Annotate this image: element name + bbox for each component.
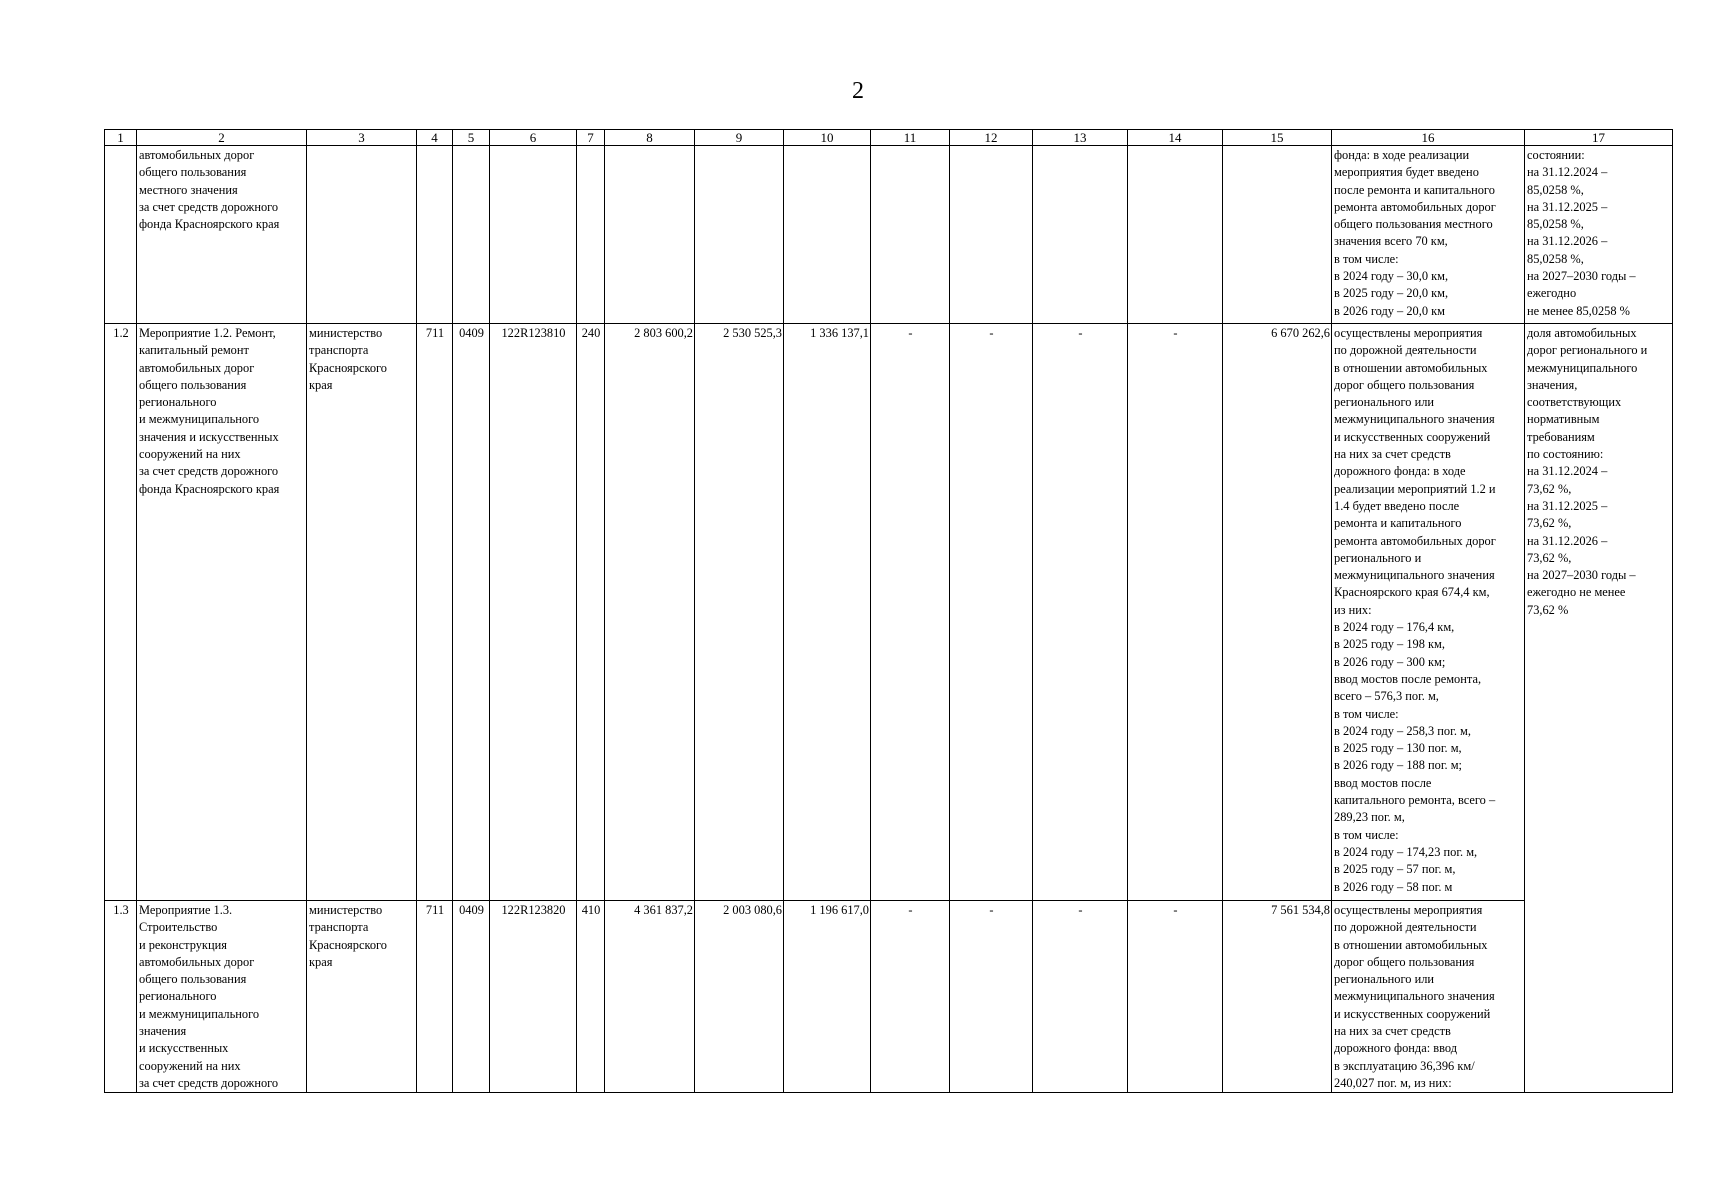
text-line: на 31.12.2026 – [1527, 234, 1608, 249]
text-line: на 31.12.2025 – [1527, 498, 1608, 513]
text-line: на 2027–2030 годы – [1527, 568, 1636, 583]
text-line: и искусственных сооружений [1334, 1006, 1491, 1021]
text-line: межмуниципального значения [1334, 568, 1495, 583]
text-line: в 2025 году – 57 пог. м, [1334, 862, 1456, 877]
text-line: министерство [309, 903, 383, 917]
text-line: капитальный ремонт [139, 343, 249, 358]
text-line: в 2025 году – 20,0 км, [1334, 286, 1449, 301]
section-code-cell [453, 146, 490, 324]
target-article-cell: 122R123810 [490, 324, 577, 901]
text-line: в 2026 году – 300 км; [1334, 654, 1446, 669]
column-number: 17 [1525, 130, 1673, 146]
column-number: 14 [1128, 130, 1223, 146]
indicator-cell [1525, 324, 1673, 1093]
total-amount-cell: 6 670 262,6 [1223, 324, 1332, 901]
text-line: 289,23 пог. м, [1334, 810, 1405, 825]
executor-cell [307, 901, 417, 1093]
text-line: Красноярского [309, 360, 387, 375]
text-line: доля автомобильных [1527, 326, 1637, 340]
grbs-code-cell [417, 146, 453, 324]
amount-cell [950, 146, 1033, 324]
activity-name-cell [137, 901, 307, 1093]
text-line: регионального [139, 989, 217, 1004]
text-line: за счет средств дорожного [139, 1075, 279, 1090]
amount-cell: - [1128, 901, 1223, 1093]
text-line: значения всего 70 км, [1334, 234, 1448, 249]
text-line: в том числе: [1334, 251, 1399, 266]
text-line: по состоянию: [1527, 447, 1604, 462]
text-line: Мероприятие 1.3. [139, 903, 233, 917]
text-line: 73,62 %, [1527, 481, 1572, 496]
column-number: 8 [605, 130, 695, 146]
text-line: 73,62 %, [1527, 550, 1572, 565]
text-line: 73,62 % [1527, 602, 1569, 617]
text-line: дорожного фонда: ввод [1334, 1041, 1457, 1056]
executor-cell [307, 146, 417, 324]
text-line: Красноярского края 674,4 км, [1334, 585, 1490, 600]
text-line: значения и искусственных [139, 429, 279, 444]
text-line: в 2025 году – 198 км, [1334, 637, 1445, 652]
text-line: по дорожной деятельности [1334, 920, 1477, 935]
table-row [105, 146, 1673, 324]
text-line: за счет средств дорожного [139, 199, 279, 214]
column-number: 2 [137, 130, 307, 146]
column-number: 9 [695, 130, 784, 146]
text-line: автомобильных дорог [139, 954, 255, 969]
text-line: в эксплуатацию 36,396 км/ [1334, 1058, 1475, 1073]
text-line: на 31.12.2024 – [1527, 165, 1608, 180]
amount-cell: - [950, 901, 1033, 1093]
text-line: Мероприятие 1.2. Ремонт, [139, 326, 276, 340]
amount-2024-cell: 2 803 600,2 [605, 324, 695, 901]
activity-name-cell [137, 324, 307, 901]
text-line: местного значения [139, 182, 238, 197]
amount-cell: - [1128, 324, 1223, 901]
column-number: 5 [453, 130, 490, 146]
amount-cell: - [1033, 901, 1128, 1093]
text-line: в 2026 году – 58 пог. м [1334, 879, 1453, 894]
text-line: в 2024 году – 30,0 км, [1334, 269, 1449, 284]
text-line: 85,0258 %, [1527, 182, 1584, 197]
text-line: в 2024 году – 176,4 км, [1334, 620, 1455, 635]
text-line: дорог общего пользования [1334, 377, 1475, 392]
text-line: всего – 576,3 пог. м, [1334, 689, 1439, 704]
item-number-cell: 1.2 [105, 324, 137, 901]
text-line: значения [139, 1024, 187, 1039]
text-line: на 31.12.2024 – [1527, 464, 1608, 479]
text-line: и искусственных [139, 1041, 229, 1056]
total-amount-cell: 7 561 534,8 [1223, 901, 1332, 1093]
item-number-cell [105, 146, 137, 324]
amount-cell: - [1033, 324, 1128, 901]
amount-cell: - [871, 324, 950, 901]
expected-result-cell [1332, 146, 1525, 324]
text-line: фонда Красноярского края [139, 217, 280, 232]
text-line: регионального или [1334, 972, 1435, 987]
target-article-cell: 122R123820 [490, 901, 577, 1093]
text-line: автомобильных дорог [139, 148, 255, 162]
text-line: фонда Красноярского края [139, 481, 280, 496]
column-number: 11 [871, 130, 950, 146]
table-row [105, 324, 1673, 901]
text-line: регионального и [1334, 550, 1422, 565]
text-line: общего пользования местного [1334, 217, 1493, 232]
table-body [105, 146, 1673, 1093]
text-line: в отношении автомобильных [1334, 360, 1488, 375]
column-number: 10 [784, 130, 871, 146]
column-number: 4 [417, 130, 453, 146]
amount-2025-cell [695, 146, 784, 324]
expense-type-cell [577, 146, 605, 324]
activity-name-cell [137, 146, 307, 324]
column-number-row [105, 130, 1673, 146]
text-line: осуществлены мероприятия [1334, 326, 1483, 340]
text-line: в 2024 году – 174,23 пог. м, [1334, 844, 1478, 859]
section-code-cell: 0409 [453, 324, 490, 901]
text-line: значения, [1527, 377, 1578, 392]
text-line: на них за счет средств [1334, 447, 1451, 462]
text-line: нормативным [1527, 412, 1600, 427]
text-line: ремонта автомобильных дорог [1334, 199, 1496, 214]
text-line: и межмуниципального [139, 412, 260, 427]
text-line: Красноярского [309, 937, 387, 952]
text-line: соответствующих [1527, 395, 1622, 410]
text-line: ввод мостов после ремонта, [1334, 671, 1482, 686]
text-line: по дорожной деятельности [1334, 343, 1477, 358]
text-line: общего пользования [139, 165, 247, 180]
text-line: автомобильных дорог [139, 360, 255, 375]
grbs-code-cell: 711 [417, 324, 453, 901]
text-line: транспорта [309, 343, 369, 358]
text-line: на них за счет средств [1334, 1024, 1451, 1039]
text-line: в том числе: [1334, 706, 1399, 721]
text-line: 73,62 %, [1527, 516, 1572, 531]
column-number: 15 [1223, 130, 1332, 146]
text-line: края [309, 377, 333, 392]
section-code-cell: 0409 [453, 901, 490, 1093]
text-line: 1.4 будет введено после [1334, 498, 1460, 513]
text-line: и реконструкция [139, 937, 227, 952]
expected-result-cell [1332, 324, 1525, 901]
text-line: общего пользования [139, 972, 247, 987]
text-line: ввод мостов после [1334, 775, 1432, 790]
executor-cell [307, 324, 417, 901]
text-line: дорожного фонда: в ходе [1334, 464, 1466, 479]
column-number: 13 [1033, 130, 1128, 146]
amount-2024-cell: 4 361 837,2 [605, 901, 695, 1093]
amount-cell [871, 146, 950, 324]
text-line: Строительство [139, 920, 218, 935]
text-line: на 31.12.2026 – [1527, 533, 1608, 548]
text-line: в том числе: [1334, 827, 1399, 842]
text-line: реализации мероприятий 1.2 и [1334, 481, 1496, 496]
text-line: ремонта и капитального [1334, 516, 1462, 531]
text-line: в 2025 году – 130 пог. м, [1334, 741, 1462, 756]
amount-2025-cell: 2 530 525,3 [695, 324, 784, 901]
text-line: за счет средств дорожного [139, 464, 279, 479]
text-line: ремонта автомобильных дорог [1334, 533, 1496, 548]
text-line: и межмуниципального [139, 1006, 260, 1021]
table-row [105, 901, 1673, 1093]
amount-cell [1033, 146, 1128, 324]
text-line: края [309, 954, 333, 969]
text-line: регионального [139, 395, 217, 410]
item-number-cell: 1.3 [105, 901, 137, 1093]
text-line: в отношении автомобильных [1334, 937, 1488, 952]
text-line: общего пользования [139, 377, 247, 392]
text-line: в 2026 году – 20,0 км [1334, 303, 1445, 318]
text-line: состоянии: [1527, 148, 1585, 162]
text-line: межмуниципального значения [1334, 412, 1495, 427]
text-line: регионального или [1334, 395, 1435, 410]
amount-cell: - [871, 901, 950, 1093]
text-line: осуществлены мероприятия [1334, 903, 1483, 917]
column-number: 16 [1332, 130, 1525, 146]
text-line: сооружений на них [139, 447, 241, 462]
column-number: 6 [490, 130, 577, 146]
text-line: фонда: в ходе реализации [1334, 148, 1470, 162]
text-line: межмуниципального [1527, 360, 1638, 375]
text-line: ежегодно [1527, 286, 1577, 301]
text-line: капитального ремонта, всего – [1334, 793, 1496, 808]
amount-2026-cell: 1 336 137,1 [784, 324, 871, 901]
text-line: 85,0258 %, [1527, 217, 1584, 232]
expected-result-cell [1332, 901, 1525, 1093]
amount-2024-cell [605, 146, 695, 324]
text-line: после ремонта и капитального [1334, 182, 1495, 197]
expense-type-cell: 410 [577, 901, 605, 1093]
column-number: 3 [307, 130, 417, 146]
column-number: 12 [950, 130, 1033, 146]
text-line: требованиям [1527, 429, 1595, 444]
column-number: 1 [105, 130, 137, 146]
target-article-cell [490, 146, 577, 324]
column-number: 7 [577, 130, 605, 146]
expense-type-cell: 240 [577, 324, 605, 901]
text-line: сооружений на них [139, 1058, 241, 1073]
amount-2025-cell: 2 003 080,6 [695, 901, 784, 1093]
text-line: транспорта [309, 920, 369, 935]
text-line: и искусственных сооружений [1334, 429, 1491, 444]
amount-2026-cell [784, 146, 871, 324]
text-line: дорог общего пользования [1334, 954, 1475, 969]
grbs-code-cell: 711 [417, 901, 453, 1093]
amount-cell [1128, 146, 1223, 324]
text-line: на 2027–2030 годы – [1527, 269, 1636, 284]
text-line: ежегодно не менее [1527, 585, 1626, 600]
text-line: на 31.12.2025 – [1527, 199, 1608, 214]
text-line: в 2024 году – 258,3 пог. м, [1334, 723, 1471, 738]
amount-cell: - [950, 324, 1033, 901]
program-activities-table [104, 129, 1673, 1093]
text-line: межмуниципального значения [1334, 989, 1495, 1004]
total-amount-cell [1223, 146, 1332, 324]
amount-2026-cell: 1 196 617,0 [784, 901, 871, 1093]
indicator-cell [1525, 146, 1673, 324]
text-line: 240,027 пог. м, из них: [1334, 1075, 1452, 1090]
text-line: из них: [1334, 602, 1372, 617]
text-line: министерство [309, 326, 383, 340]
text-line: мероприятия будет введено [1334, 165, 1479, 180]
text-line: не менее 85,0258 % [1527, 303, 1630, 318]
text-line: в 2026 году – 188 пог. м; [1334, 758, 1463, 773]
text-line: 85,0258 %, [1527, 251, 1584, 266]
text-line: дорог регионального и [1527, 343, 1648, 358]
page-number: 2 [852, 78, 864, 104]
